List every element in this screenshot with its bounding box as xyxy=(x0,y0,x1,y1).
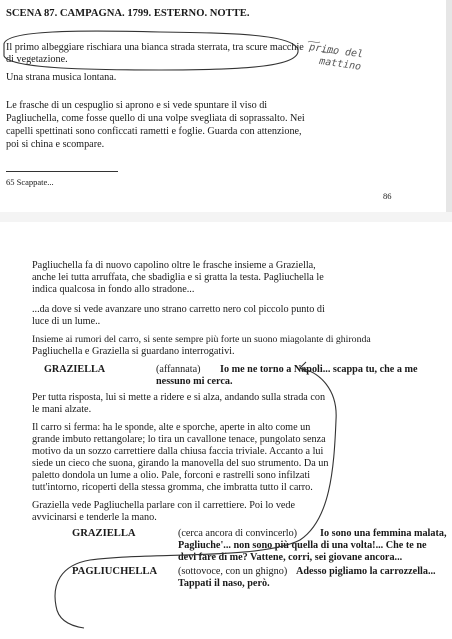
handwritten-note: mattino xyxy=(318,56,362,73)
paragraph-line: indica qualcosa in fondo allo stradone... xyxy=(32,284,195,295)
page-edge xyxy=(446,0,452,212)
page-86 xyxy=(0,0,452,213)
paragraph-line: di vegetazione. xyxy=(6,54,68,65)
character-name: GRAZIELLA xyxy=(44,364,106,375)
page-87 xyxy=(0,222,452,639)
handwritten-note: primo del xyxy=(308,42,364,61)
paragraph-line: Una strana musica lontana. xyxy=(6,72,117,83)
paragraph-line: poi si china e scompare. xyxy=(6,139,105,150)
paragraph-line: anche lei tutta arruffata, che sbadiglia e si gratta la testa. Pagliuchella le xyxy=(32,272,324,283)
paragraph-line: le mani alzate. xyxy=(32,404,92,415)
character-name: GRAZIELLA xyxy=(72,528,136,539)
page-number: 86 xyxy=(383,191,392,201)
parenthetical: (affannata) xyxy=(156,364,201,375)
paragraph-line: siede un cieco che suona, girando la manovella del suo strumento. Da un xyxy=(32,458,329,469)
paragraph-line: ...da dove si vede avanzare uno strano carretto nero col piccolo punto di xyxy=(32,304,325,315)
paragraph-line: Pagliuchella e Graziella si guardano interrogativi. xyxy=(32,346,235,357)
paragraph-line: Le frasche di un cespuglio si aprono e si vede spuntare il viso di xyxy=(6,100,268,111)
paragraph-line: Pagliuchella fa di nuovo capolino oltre le frasche insieme a Graziella, xyxy=(32,260,316,271)
parenthetical: (sottovoce, con un ghigno) xyxy=(178,566,288,577)
footnote-rule xyxy=(6,171,118,172)
paragraph-line: Per tutta risposta, lui si mette a ridere e si alza, andando sulla strada con xyxy=(32,392,326,403)
dialogue-line: devi fare di me? Vattene, corri, sei giovane ancora... xyxy=(178,552,403,563)
dialogue-line: Adesso pigliamo la carrozzella... xyxy=(296,566,436,577)
paragraph-line: tutt'intorno, ricoperti della stessa gromma, che imbratta tutto il carro. xyxy=(32,482,313,493)
dialogue-line: Io me ne torno a Napoli... scappa tu, che a me xyxy=(220,364,418,375)
paragraph-line: capelli spettinati sono conficcati rametti e foglie. Guarda con attenzione, xyxy=(6,126,302,137)
character-name: PAGLIUCHELLA xyxy=(72,566,158,577)
dialogue-line: Pagliuche'... non sono più quella di una volta!... Che te ne xyxy=(178,540,427,551)
page-gap xyxy=(0,212,452,222)
paragraph-line: Pagliuchella, come fosse quello di una volpe svegliata di soprassalto. Nei xyxy=(6,113,305,124)
scene-heading: SCENA 87. CAMPAGNA. 1799. ESTERNO. NOTTE. xyxy=(6,8,250,19)
paragraph-line: Graziella vede Pagliuchella parlare con il carrettiere. Poi lo vede xyxy=(32,500,296,511)
paragraph-line: motivo da un sozzo carrettiere dalla chiusa faccia triviale. Accanto a lui xyxy=(32,446,324,457)
footnote: 65 Scappate... xyxy=(6,177,54,187)
parenthetical: (cerca ancora di convincerlo) xyxy=(178,528,298,539)
paragraph-line: grande imbuto rettangolare; lo tira un cavallone tenace, pungolato senza xyxy=(32,434,326,445)
dialogue-line: Tappati il naso, però. xyxy=(178,578,270,589)
dialogue-line: nessuno mi cerca. xyxy=(156,376,233,387)
paragraph-line: luce di un lume.. xyxy=(32,316,101,327)
paragraph-line: Il carro si ferma: ha le sponde, alte e sporche, aperte in alto come un xyxy=(32,422,311,433)
paragraph-line: Insieme ai rumori del carro, si sente sempre più forte un suono miagolante di ghironda xyxy=(32,334,371,345)
paragraph-line: avvicinarsi e tenderle la mano. xyxy=(32,512,157,523)
paragraph-line: Il primo albeggiare rischiara una bianca strada sterrata, tra scure macchie xyxy=(6,42,304,53)
paragraph-line: paletto dondola un lume a olio. Pale, forconi e rastrelli sono infilzati xyxy=(32,470,311,481)
dialogue-line: Io sono una femmina malata, xyxy=(320,528,447,539)
